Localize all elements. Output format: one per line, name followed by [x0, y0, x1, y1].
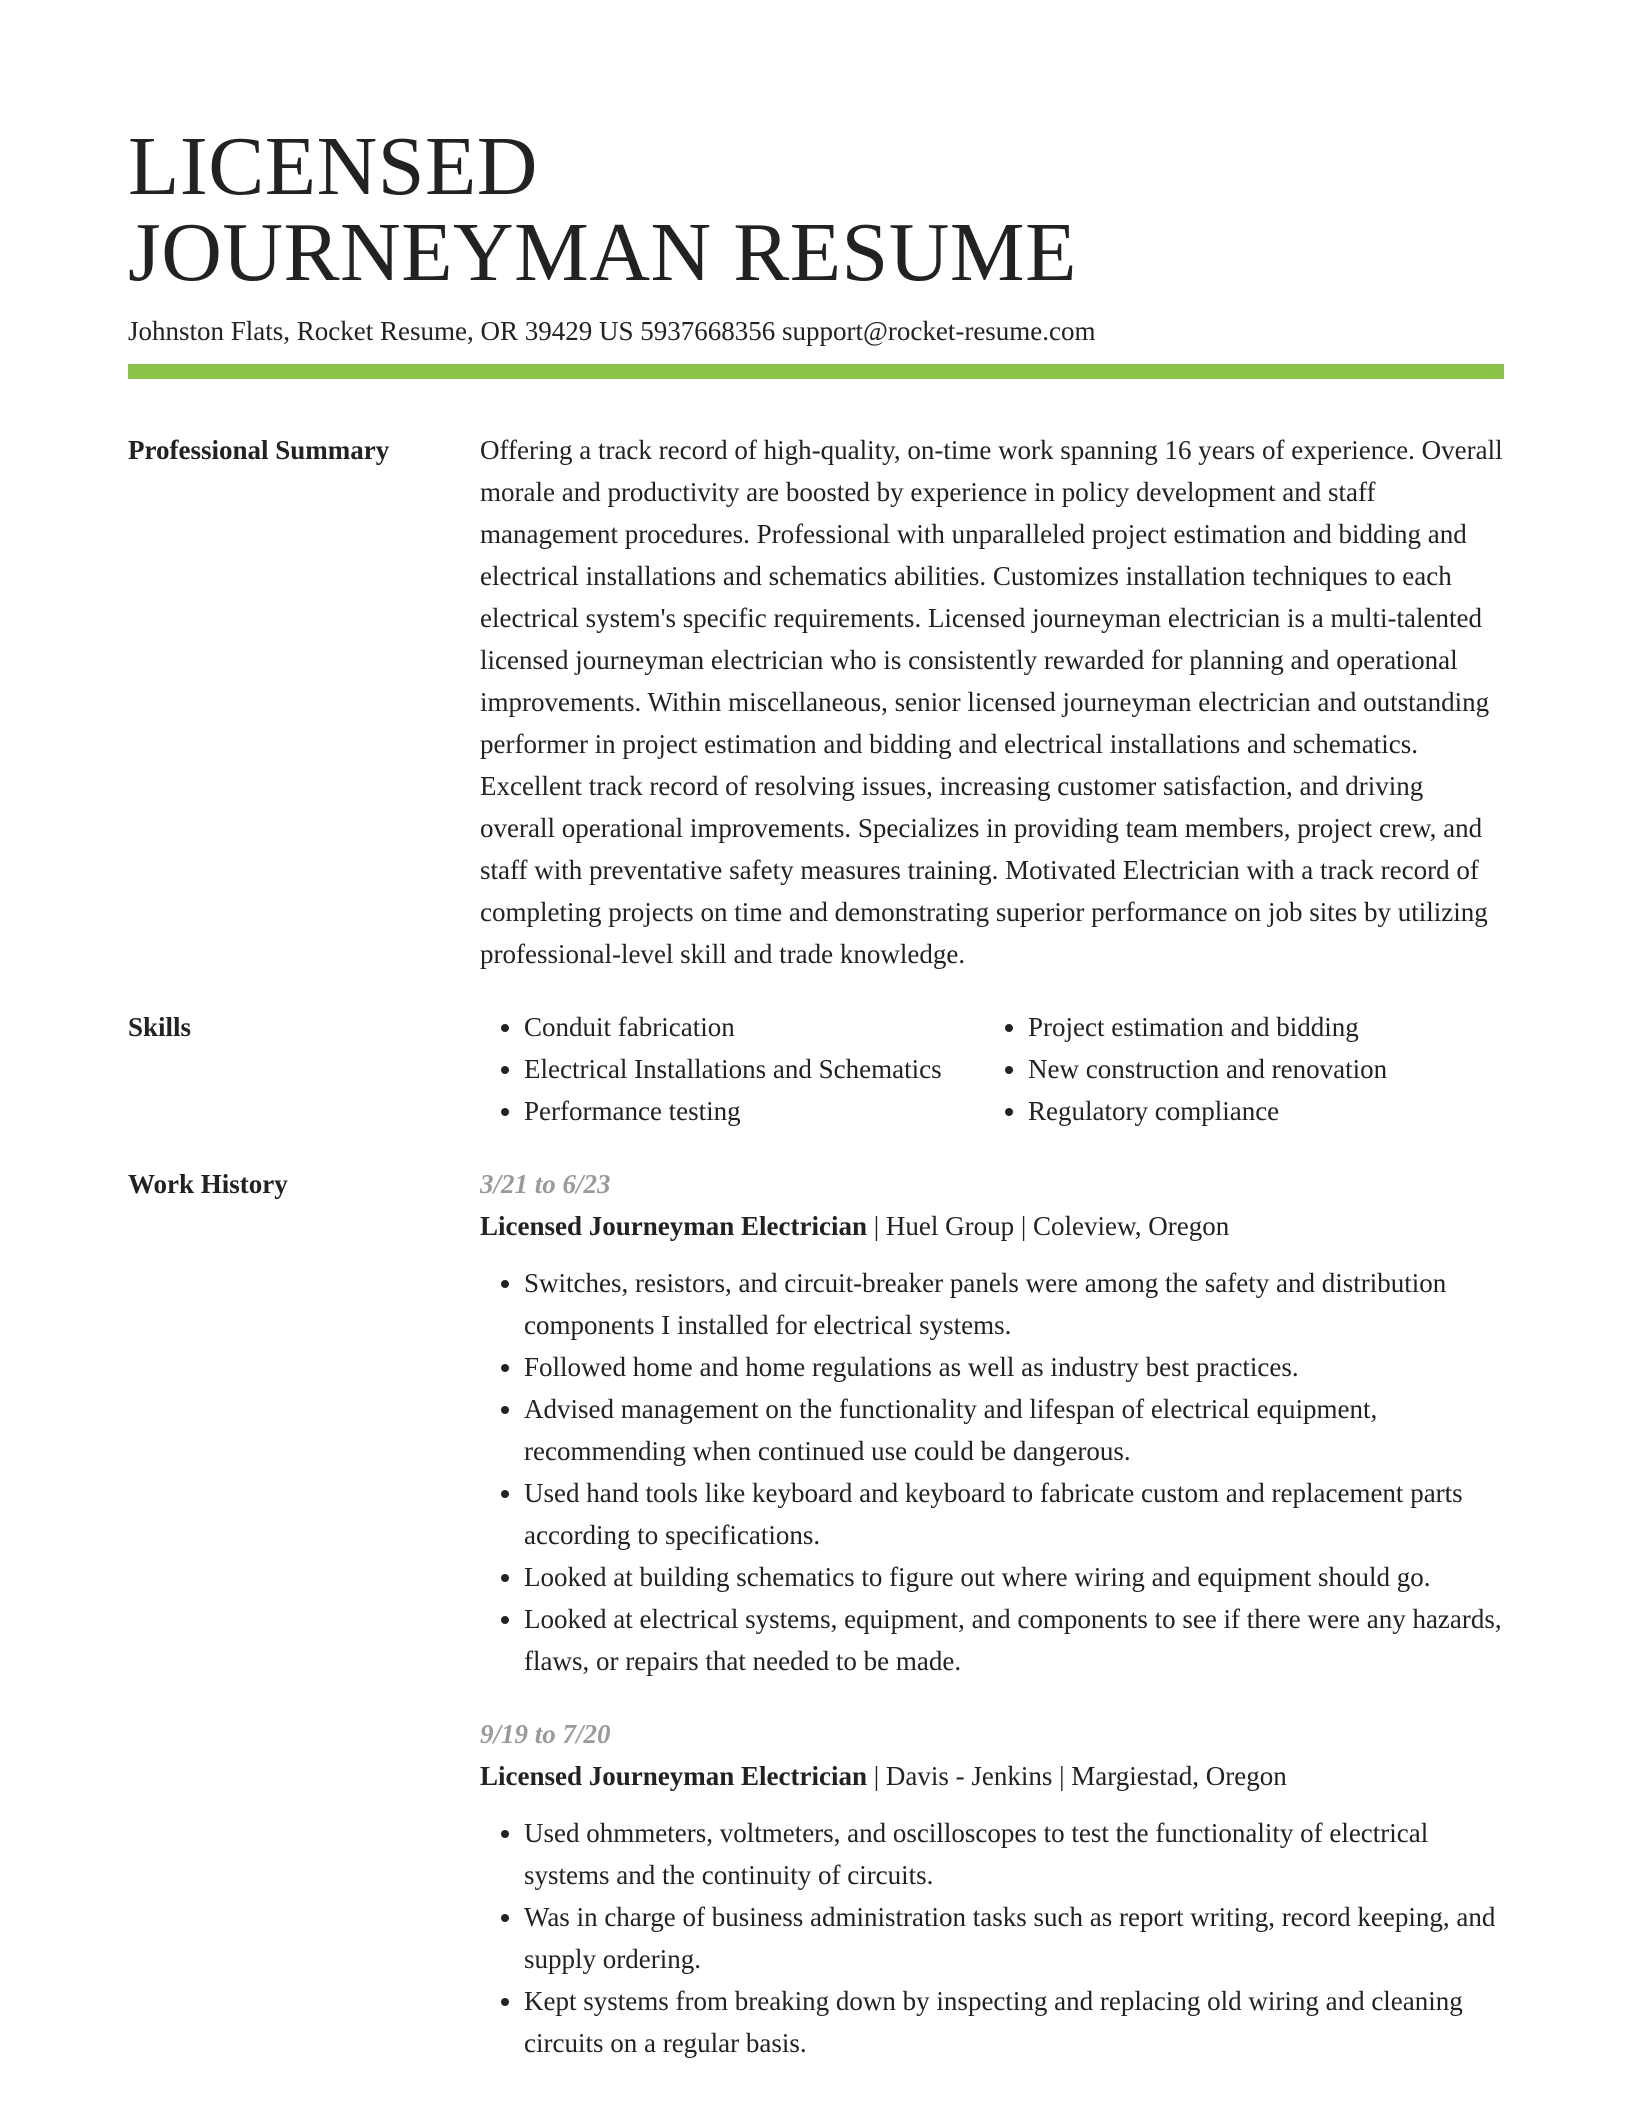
job-duty: • Looked at building schematics to figure out where wiring and equipment should go. — [524, 1556, 1504, 1598]
skills-section — [128, 1006, 1504, 1132]
skills-grid — [480, 1006, 1504, 1132]
work-history-body — [480, 1163, 1504, 2064]
contact-line: Johnston Flats, Rocket Resume, OR 39429 US 5937668356 support@rocket-resume.com — [128, 316, 1096, 346]
job-dates: 3/21 to 6/23 — [480, 1169, 611, 1199]
job-duty: • Followed home and home regulations as well as industry best practices. — [524, 1346, 1504, 1388]
job-duty: • Switches, resistors, and circuit-breaker panels were among the safety and distribution components I installed for electrical systems. — [524, 1262, 1504, 1346]
job-entry — [480, 1163, 1504, 1682]
skills-column-right — [984, 1006, 1387, 1132]
skills-body — [480, 1006, 1504, 1132]
resume-title — [128, 0, 1504, 299]
professional-summary-section — [128, 429, 1504, 975]
job-header — [480, 1205, 1504, 1247]
job-duty: • Looked at electrical systems, equipment, and components to see if there were any hazards, flaws, or repairs that needed to be made. — [524, 1598, 1504, 1682]
title-line-2: JOURNEYMAN RESUME — [128, 206, 1077, 299]
skill-item: • Electrical Installations and Schematics — [524, 1048, 984, 1090]
summary-text: Offering a track record of high-quality, on-time work spanning 16 years of experience. Overall morale and productivity are boosted by experience in policy development and staff management procedures. Professional with unparalleled project estimation and bidding and electrical installations and schematics abilities. Customizes installation techniques to each electrical system's specific requirements. Licensed journeyman electrician is a multi-talented licensed journeyman electrician who is consistently rewarded for planning and operational improvements. Within miscellaneous, senior licensed journeyman electrician and outstanding performer in project estimation and bidding and electrical installations and schematics. Excellent track record of resolving issues, increasing customer satisfaction, and driving overall operational improvements. Specializes in providing team members, project crew, and staff with preventative safety measures training. Motivated Electrician with a track record of completing projects on time and demonstrating superior performance on job sites by utilizing professional-level skill and trade knowledge. — [480, 435, 1503, 969]
job-duty: • Used ohmmeters, voltmeters, and oscilloscopes to test the functionality of electrical systems and the continuity of circuits. — [524, 1812, 1504, 1896]
skill-item: • Project estimation and bidding — [1028, 1006, 1387, 1048]
work-history-section — [128, 1163, 1504, 2064]
accent-divider — [128, 364, 1504, 379]
job-duties-list — [480, 1812, 1504, 2064]
skill-item: • Conduit fabrication — [524, 1006, 984, 1048]
skills-column-left — [480, 1006, 984, 1132]
title-line-1: LICENSED — [128, 120, 538, 213]
skill-item: • Regulatory compliance — [1028, 1090, 1387, 1132]
job-employer-location: | Huel Group | Coleview, Oregon — [866, 1211, 1230, 1241]
skill-item: • Performance testing — [524, 1090, 984, 1132]
skill-item: • New construction and renovation — [1028, 1048, 1387, 1090]
work-history-heading: Work History — [128, 1169, 288, 1199]
job-employer-location: | Davis - Jenkins | Margiestad, Oregon — [866, 1761, 1287, 1791]
job-duty: • Advised management on the functionality and lifespan of electrical equipment, recommending when continued use could be dangerous. — [524, 1388, 1504, 1472]
job-duty: • Used hand tools like keyboard and keyboard to fabricate custom and replacement parts according to specifications. — [524, 1472, 1504, 1556]
job-title: Licensed Journeyman Electrician — [480, 1761, 867, 1791]
job-title: Licensed Journeyman Electrician — [480, 1211, 867, 1241]
job-header — [480, 1755, 1504, 1797]
summary-heading: Professional Summary — [128, 435, 390, 465]
job-duty: • Kept systems from breaking down by inspecting and replacing old wiring and cleaning circuits on a regular basis. — [524, 1980, 1504, 2064]
skills-heading: Skills — [128, 1012, 192, 1042]
job-entry — [480, 1713, 1504, 2064]
resume-page — [128, 0, 1504, 2064]
job-duties-list — [480, 1262, 1504, 1682]
job-dates: 9/19 to 7/20 — [480, 1719, 611, 1749]
job-duty: • Was in charge of business administration tasks such as report writing, record keeping, and supply ordering. — [524, 1896, 1504, 1980]
